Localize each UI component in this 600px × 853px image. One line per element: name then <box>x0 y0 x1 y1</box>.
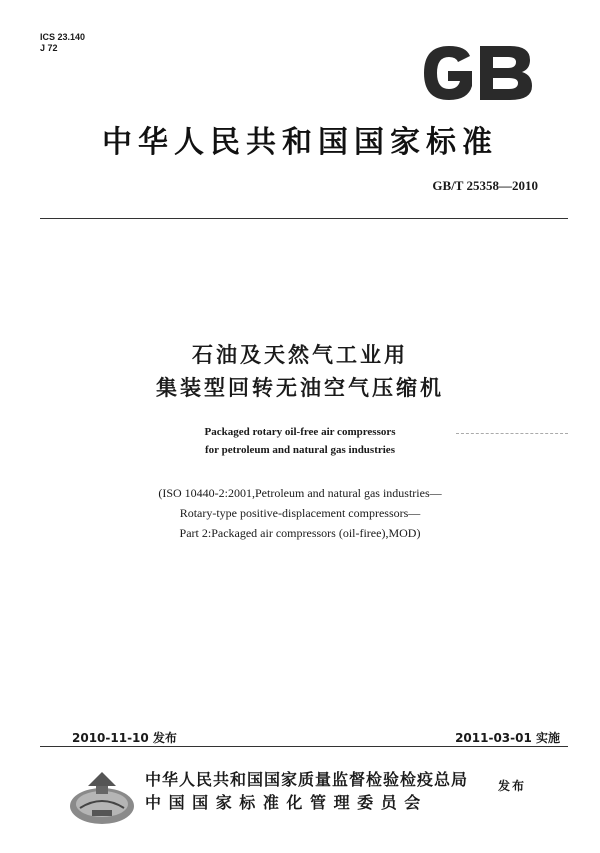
issuer-line1: 中华人民共和国国家质量监督检验检疫总局 <box>145 770 469 789</box>
header-divider <box>40 218 568 219</box>
chinese-title-line2: 集装型回转无油空气压缩机 <box>156 376 444 400</box>
national-standard-title: 中华人民共和国国家标准 <box>102 125 498 160</box>
chinese-title-line1: 石油及天然气工业用 <box>192 343 408 367</box>
footer-divider <box>40 746 568 747</box>
english-title-line2: for petroleum and natural gas industries <box>205 444 395 456</box>
adoption-line3: Part 2:Packaged air compressors (oil-firee),MOD) <box>179 526 421 540</box>
standard-number: GB/T 25358—2010 <box>432 178 538 193</box>
issuer-line2: 中 国 国 家 标 准 化 管 理 委 员 会 <box>145 793 422 812</box>
issue-date: 2010-11-10 发布 <box>72 731 177 745</box>
issue-word: 发布 <box>498 779 527 793</box>
ics-code: ICS 23.140 <box>40 32 86 42</box>
english-title-line1: Packaged rotary oil-free air compressors <box>204 426 396 438</box>
implementation-date: 2011-03-01 实施 <box>455 731 560 745</box>
adoption-line1: (ISO 10440-2:2001,Petroleum and natural gas industries— <box>158 486 442 500</box>
gb-logo <box>418 42 536 104</box>
scan-dash-line <box>456 433 568 435</box>
classification-codes <box>40 32 85 54</box>
ccs-code: J 72 <box>40 43 58 53</box>
issuer-seal-icon <box>66 768 138 828</box>
adoption-line2: Rotary-type positive-displacement compressors— <box>179 506 421 520</box>
